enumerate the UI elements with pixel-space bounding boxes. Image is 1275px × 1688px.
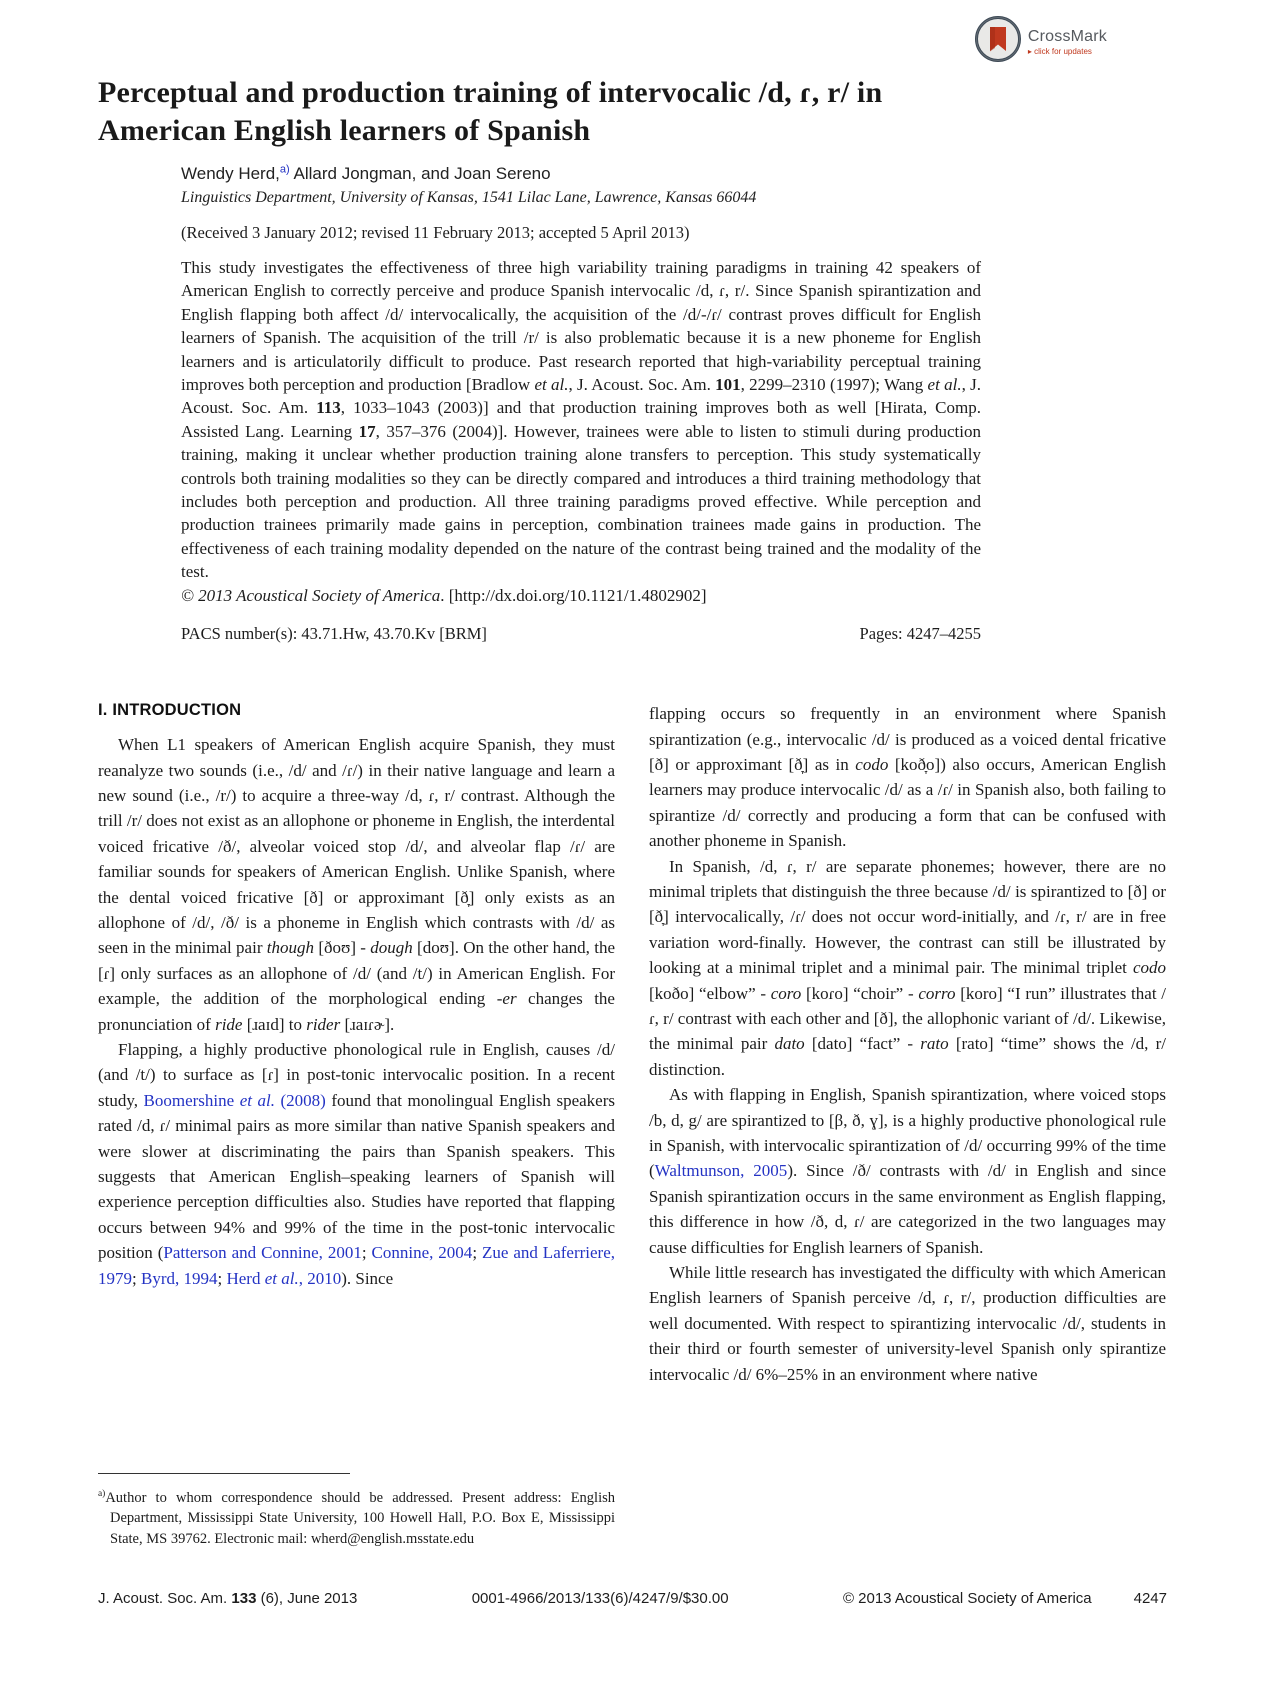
footer-page-number: 4247 [1133, 1590, 1167, 1607]
citation-link[interactable]: Herd [226, 1268, 265, 1288]
intro-heading: I. INTRODUCTION [98, 701, 242, 720]
citation-link[interactable]: (2008) [274, 1090, 326, 1110]
page-footer [98, 1590, 1167, 1607]
author-affiliation: Linguistics Department, University of Kansas, 1541 Lilac Lane, Lawrence, Kansas 66044 [181, 189, 757, 206]
crossmark-icon [975, 16, 1021, 67]
pages-label: Pages: 4247–4255 [859, 624, 981, 644]
footnote-rule [98, 1473, 350, 1474]
abstract [181, 256, 981, 607]
author-line: Wendy Herd,$^{a)}$ Allard Jongman, and Joan Sereno [181, 163, 551, 183]
footnote-block [98, 1473, 615, 1550]
author-footnote: $^{a)}$Author to whom correspondence should be addressed. Present address: English Department, Mississippi State University, 100 Howell Hall, P.O. Box E, Mississippi State, MS 39762. Electronic mail: wherd@english.msstate.edu [98, 1488, 615, 1547]
citation-link[interactable]: Boomershine [143, 1090, 240, 1110]
citation-link[interactable]: Zue and Laferriere, 1979 [98, 1243, 615, 1288]
paragraph-left-1: When L1 speakers of American English acquire Spanish, they must reanalyze two sounds (i.e., /d/ and /ɾ/) in their native language and learn a new sound (i.e., /r/) to acquire a three-way /d, ɾ, r/ contrast. Although the trill /r/ does not exist as an allophone or phoneme in English, the interdental voiced fricative /ð/, alveolar voiced stop /d/, and alveolar flap /ɾ/ are familiar sounds for speakers of American English. Unlike Spanish, where the dental voiced fricative [ð] or approximant [ð̞] only exists as an allophone of /d/, /ð/ is a phoneme in English which contrasts with /d/ as seen in the minimal pair though [ðoʊ] - dough [doʊ]. On the other hand, the [ɾ] only surfaces as an allophone of /d/ (and /t/) in American English. For example, the addition of the morphological ending -er changes the pronunciation of ride [ɹaɪd] to rider [ɹaɪɾɚ]. [98, 735, 615, 1034]
footer-right [843, 1590, 1167, 1607]
paragraph-left-2: Flapping, a highly productive phonological rule in English, causes /d/ (and /t/) to surface as [ɾ] in post-tonic intervocalic position. In a recent study, Boomershine et al. (2008) found that monolingual English speakers rated /d, ɾ/ minimal pairs as more similar than native Spanish speakers and were slower at discriminating the pairs than Spanish speakers. This suggests that American English–speaking learners of Spanish will experience perception difficulties also. Studies have reported that flapping occurs between 94% and 99% of the time in the post-tonic intervocalic position (Patterson and Connine, 2001; Connine, 2004; Zue and Laferriere, 1979; Byrd, 1994; Herd et al., 2010). Since [98, 1039, 615, 1288]
left-column [98, 701, 615, 1549]
citation-link[interactable]: , 2010 [298, 1268, 342, 1288]
article-title-line2: American English learners of Spanish [98, 114, 591, 147]
right-column [649, 701, 1166, 1549]
article-title-line1: Perceptual and production training of intervocalic /d, ɾ, r/ in [98, 76, 883, 109]
pacs-numbers: PACS number(s): 43.71.Hw, 43.70.Kv [BRM] [181, 624, 487, 644]
crossmark-badge[interactable] [975, 16, 1107, 67]
footer-copyright: © 2013 Acoustical Society of America [842, 1590, 1092, 1607]
crossmark-label [1028, 28, 1107, 56]
paragraph-right-1: flapping occurs so frequently in an environment where Spanish spirantization (e.g., intervocalic /d/ is produced as a voiced dental fricative [ð] or approximant [ð̞] as in codo [koð̞o]) also occurs, American English learners may produce intervocalic /d/ as a /ɾ/ in Spanish also, both failing to spirantize /d/ correctly and producing a form that can be confused with another phoneme in Spanish. [649, 704, 1167, 851]
article-title [98, 74, 1167, 150]
paragraph-right-3: As with flapping in English, Spanish spirantization, where voiced stops /b, d, g/ are spirantized to [β, ð, ɣ], is a highly productive phonological rule in Spanish, with intervocalic spirantization of /d/ occurring 99% of the time (Waltmunson, 2005). Since /ð/ contrasts with /d/ in English and since Spanish spirantization occurs in the same environment as English flapping, this difference in how /ð, d, ɾ/ are categorized in the two languages may cause difficulties for English learners of Spanish. [649, 1085, 1167, 1257]
citation-link[interactable]: Byrd, 1994 [140, 1268, 218, 1288]
paragraph-right-2: In Spanish, /d, ɾ, r/ are separate phonemes; however, there are no minimal triplets that distinguish the three because /d/ is spirantized to [ð] or [ð̞] intervocalically, /ɾ/ does not occur word-initially, and /ɾ, r/ are in free variation word-finally. However, the contrast can still be illustrated by looking at a minimal triplet and a minimal pair. The minimal triplet codo [koðo] “elbow” - coro [koɾo] “choir” - corro [koro] “I run” illustrates that /ɾ, r/ contrast with each other and [ð], the allophonic variant of /d/. Likewise, the minimal pair dato [dato] “fact” - rato [rato] “time” shows the /d, r/ distinction. [649, 856, 1167, 1079]
abstract-copyright: © 2013 Acoustical Society of America. [http://dx.doi.org/10.1121/1.4802902] [181, 585, 707, 605]
crossmark-name: CrossMark [1027, 27, 1107, 45]
citation-link[interactable]: et al. [239, 1090, 275, 1110]
article-body [98, 701, 1167, 1549]
paragraph-right-4: While little research has investigated the difficulty with which American English learners of Spanish perceive /d, ɾ, r/, production difficulties are well documented. With respect to spirantizing intervocalic /d/, students in their third or fourth semester of university-level Spanish only spirantize intervocalic /d/ 6%–25% in an environment where native [649, 1263, 1166, 1384]
citation-link[interactable]: Patterson and Connine, 2001 [163, 1243, 362, 1263]
abstract-text: This study investigates the effectiveness of three high variability training paradigms in training 42 speakers of American English to correctly perceive and produce Spanish intervocalic /d, ɾ, r/. Since Spanish spirantization and English flapping both affect /d/ intervocalically, the acquisition of the /d/-/ɾ/ contrast proves difficult for English learners of Spanish. The acquisition of the trill /r/ is also problematic because it is a new phoneme for English learners and is articulatorily difficult to produce. Past research reported that high-variability perceptual training improves both perception and production [Bradlow et al., J. Acoust. Soc. Am. 101, 2299–2310 (1997); Wang et al., J. Acoust. Soc. Am. 113, 1033–1043 (2003)] and that production training improves both as well [Hirata, Comp. Assisted Lang. Learning 17, 357–376 (2004)]. However, trainees were able to listen to stimuli during production training, making it unclear whether production training alone transfers to perception. This study systematically controls both training modalities so they can be directly compared and introduces a third training methodology that includes both perception and production. All three training paradigms proved effective. While perception and production trainees primarily made gains in perception, combination trainees made gains in production. The effectiveness of each training modality depended on the nature of the contrast being trained and the modality of the test. [181, 258, 982, 582]
citation-link[interactable]: a) [279, 163, 290, 176]
crossmark-tagline: ▸ click for updates [1027, 46, 1092, 56]
citation-link[interactable]: et al. [264, 1268, 299, 1288]
footer-journal-ref: J. Acoust. Soc. Am. 133 (6), June 2013 [98, 1590, 358, 1607]
footer-issn-code: 0001-4966/2013/133(6)/4247/9/$30.00 [471, 1590, 729, 1607]
citation-link[interactable]: Waltmunson, 2005 [654, 1161, 788, 1181]
pacs-row [181, 624, 981, 644]
received-line: (Received 3 January 2012; revised 11 February 2013; accepted 5 April 2013) [181, 223, 690, 242]
citation-link[interactable]: Connine, 2004 [371, 1243, 473, 1263]
